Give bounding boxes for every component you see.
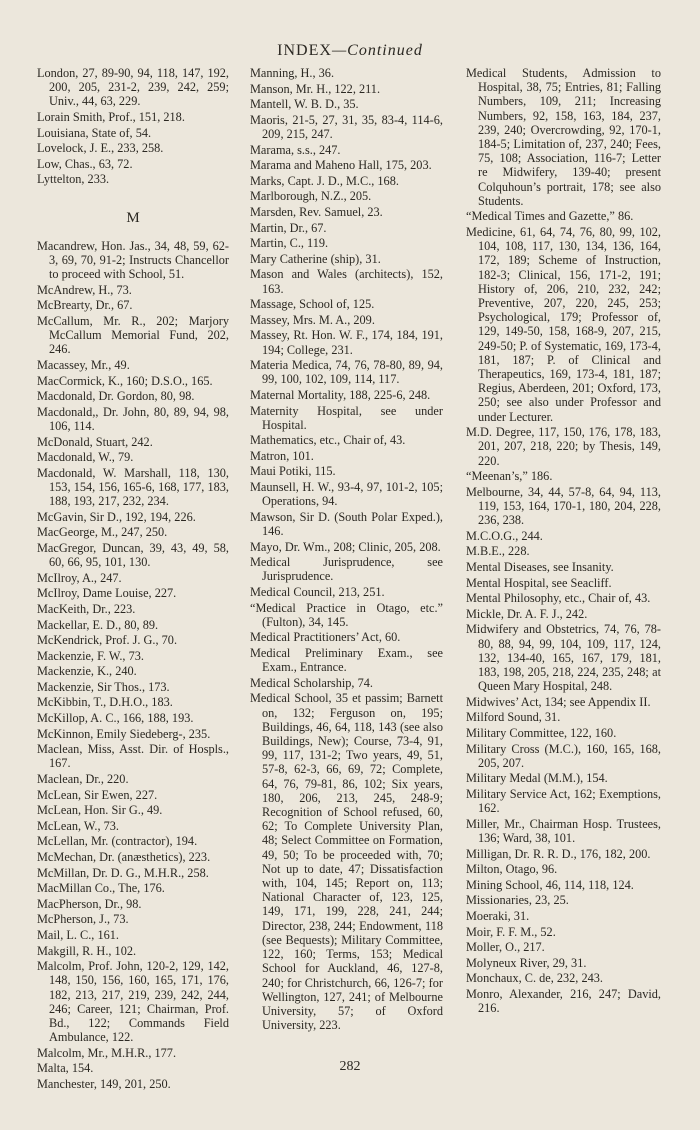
index-entry: Mail, L. C., 161. xyxy=(37,927,119,942)
section-letter: M xyxy=(126,209,140,226)
index-entry: Medicine, 61, 64, 74, 76, 80, 99, 102, 104, 108, 117, 130, 134, 136, 164, 172, 189; Scheme of Instruction, 182-3; Clinical, 156, 171-2, 191; History of, 206, 210, 232, 242; Preventive, 207, 220, 245, 253; Psychological, 179; Professor of, 129, 149-50, 158, 168-9, 207, 215, 249-50; P. of Systematic, 169, 173-4, 181, 187; P. of Clinical and Therapeutics, 169, 173-4, 181, 187; Regius, Aberdeen, 201; Oxford, 173, 250; see also under Professor and under Lecturer. xyxy=(466,225,661,424)
index-entry: Mary Catherine (ship), 31. xyxy=(250,251,381,266)
index-entry: Medical Jurisprudence, see Jurisprudence. xyxy=(250,555,443,584)
index-entry: M.B.E., 228. xyxy=(466,544,530,559)
page-number: 282 xyxy=(339,1059,361,1074)
index-column-1 xyxy=(37,66,229,1093)
index-entry: Massey, Mrs. M. A., 209. xyxy=(250,312,375,327)
index-entry: McKillop, A. C., 166, 188, 193. xyxy=(37,711,194,726)
header-subtitle: —Continued xyxy=(331,42,423,59)
index-entry: Matron, 101. xyxy=(250,448,314,463)
index-entry: Lovelock, J. E., 233, 258. xyxy=(37,141,164,156)
index-entry: Mackenzie, Sir Thos., 173. xyxy=(37,679,170,694)
index-entry: Maclean, Dr., 220. xyxy=(37,772,129,787)
index-entry: McGavin, Sir D., 192, 194, 226. xyxy=(37,509,196,524)
index-entry: Martin, Dr., 67. xyxy=(250,220,327,235)
index-entry: Mickle, Dr. A. F. J., 242. xyxy=(466,606,588,621)
index-entry: Macdonald, W., 79. xyxy=(37,450,134,465)
index-entry: Marama and Maheno Hall, 175, 203. xyxy=(250,158,432,173)
index-entry: Mental Philosophy, etc., Chair of, 43. xyxy=(466,591,651,606)
index-entry: Materia Medica, 74, 76, 78-80, 89, 94, 99, 100, 102, 109, 114, 117. xyxy=(250,358,443,387)
index-column-2 xyxy=(250,66,443,1034)
index-entry: McLean, Sir Ewen, 227. xyxy=(37,787,158,802)
index-entry: Marsden, Rev. Samuel, 23. xyxy=(250,204,383,219)
index-entry: Mantell, W. B. D., 35. xyxy=(250,97,359,112)
index-entry: Louisiana, State of, 54. xyxy=(37,125,152,140)
index-entry: Macandrew, Hon. Jas., 34, 48, 59, 62-3, 69, 70, 91-2; Instructs Chancellor to proceed with School, 51. xyxy=(37,238,229,282)
index-entry: Macdonald, W. Marshall, 118, 130, 153, 154, 156, 165-6, 168, 177, 183, 188, 193, 217, 232, 234. xyxy=(37,465,229,509)
index-entry: McLean, Hon. Sir G., 49. xyxy=(37,803,163,818)
index-entry: Mackellar, E. D., 80, 89. xyxy=(37,617,159,632)
index-entry: Macdonald,, Dr. John, 80, 89, 94, 98, 106, 114. xyxy=(37,404,229,433)
index-entry: Military Medal (M.M.), 154. xyxy=(466,771,608,786)
index-entry: “Meenan’s,” 186. xyxy=(466,469,553,484)
index-entry: Military Committee, 122, 160. xyxy=(466,726,617,740)
index-entry: Mawson, Sir D. (South Polar Exped.), 146. xyxy=(250,509,443,539)
index-entry: Marks, Capt. J. D., M.C., 168. xyxy=(250,173,399,188)
index-entry: McDonald, Stuart, 242. xyxy=(37,434,153,449)
header-title: INDEX xyxy=(277,42,332,59)
index-entry: Mackenzie, F. W., 73. xyxy=(37,648,144,663)
index-entry: McIlroy, A., 247. xyxy=(37,570,122,585)
index-entry: Mayo, Dr. Wm., 208; Clinic, 205, 208. xyxy=(250,539,441,554)
index-entry: Makgill, R. H., 102. xyxy=(37,943,137,958)
index-column-3 xyxy=(466,66,661,1017)
index-entry: Maunsell, H. W., 93-4, 97, 101-2, 105; Operations, 94. xyxy=(250,480,443,509)
index-entry: Maclean, Miss, Asst. Dir. of Hospls., 167. xyxy=(37,742,229,771)
index-entry: Lorain Smith, Prof., 151, 218. xyxy=(37,110,185,124)
index-entry: McBrearty, Dr., 67. xyxy=(37,298,133,313)
index-entry: Manchester, 149, 201, 250. xyxy=(37,1076,171,1091)
index-entry: MacMillan Co., The, 176. xyxy=(37,881,165,896)
index-entry: McKendrick, Prof. J. G., 70. xyxy=(37,633,178,648)
index-entry: Molyneux River, 29, 31. xyxy=(466,955,587,970)
index-entry: Mental Diseases, see Insanity. xyxy=(466,560,614,575)
index-entry: Martin, C., 119. xyxy=(250,236,329,251)
index-entry: Moir, F. F. M., 52. xyxy=(466,924,556,939)
index-entry: Malcolm, Prof. John, 120-2, 129, 142, 148, 150, 156, 160, 165, 171, 176, 182, 213, 217, 219, 239, 242, 244, 246; Career, 121; Chairman, Prof. Bd., 122; Commands Field Ambulance, 122. xyxy=(37,959,229,1045)
index-entry: MacGeorge, M., 247, 250. xyxy=(37,525,168,540)
index-entry: M.C.O.G., 244. xyxy=(466,528,543,543)
index-entry: Macdonald, Dr. Gordon, 80, 98. xyxy=(37,389,195,404)
index-entry: Moeraki, 31. xyxy=(466,908,530,923)
running-header xyxy=(0,42,700,60)
index-entry: McLellan, Mr. (contractor), 194. xyxy=(37,834,198,849)
index-entry: Maternity Hospital, see under Hospital. xyxy=(250,403,443,432)
index-entry: Medical Scholarship, 74. xyxy=(250,675,373,690)
index-entry: MacPherson, Dr., 98. xyxy=(37,896,142,911)
index-entry: Lyttelton, 233. xyxy=(37,172,110,187)
index-entry: Maui Potiki, 115. xyxy=(250,464,336,479)
index-entry: Melbourne, 34, 44, 57-8, 64, 94, 113, 119, 153, 164, 170-1, 180, 204, 228, 236, 238. xyxy=(466,484,661,528)
index-entry: Moller, O., 217. xyxy=(466,940,545,955)
index-entry: McKibbin, T., D.H.O., 183. xyxy=(37,695,173,710)
index-entry: McIlroy, Dame Louise, 227. xyxy=(37,586,177,601)
index-entry: Medical Preliminary Exam., see Exam., Entrance. xyxy=(250,646,443,675)
index-entry: McPherson, J., 73. xyxy=(37,912,129,927)
index-entry: MacGregor, Duncan, 39, 43, 49, 58, 60, 66, 95, 101, 130. xyxy=(37,540,229,570)
index-entry: Military Service Act, 162; Exemptions, 162. xyxy=(466,786,661,816)
index-entry: Milligan, Dr. R. R. D., 176, 182, 200. xyxy=(466,846,651,861)
index-entry: McMillan, Dr. D. G., M.H.R., 258. xyxy=(37,865,209,880)
index-entry: Monro, Alexander, 216, 247; David, 216. xyxy=(466,986,661,1016)
index-entry: Massey, Rt. Hon. W. F., 174, 184, 191, 194; College, 231. xyxy=(250,328,443,357)
index-entry: MacCormick, K., 160; D.S.O., 165. xyxy=(37,373,213,388)
index-entry: M.D. Degree, 117, 150, 176, 178, 183, 201, 207, 218, 220; by Thesis, 149, 220. xyxy=(466,425,661,468)
index-entry: Maoris, 21-5, 27, 31, 35, 83-4, 114-6, 209, 215, 247. xyxy=(250,112,443,141)
index-entry: Mathematics, etc., Chair of, 43. xyxy=(250,433,406,448)
index-entry: Midwives’ Act, 134; see Appendix II. xyxy=(466,694,651,709)
index-entry: Miller, Mr., Chairman Hosp. Trustees, 136; Ward, 38, 101. xyxy=(466,816,661,845)
index-entry: Manning, H., 36. xyxy=(250,66,335,80)
index-entry: McAndrew, H., 73. xyxy=(37,282,132,297)
index-entry: McCallum, Mr. R., 202; Marjory McCallum Memorial Fund, 202, 246. xyxy=(37,313,229,357)
index-entry: “Medical Times and Gazette,” 86. xyxy=(466,209,634,224)
index-entry: Malcolm, Mr., M.H.R., 177. xyxy=(37,1045,177,1060)
index-entry: Monchaux, C. de, 232, 243. xyxy=(466,971,603,986)
index-entry: Maternal Mortality, 188, 225-6, 248. xyxy=(250,387,431,402)
index-entry: Missionaries, 23, 25. xyxy=(466,893,569,908)
index-entry: Milton, Otago, 96. xyxy=(466,862,558,877)
index-entry: Malta, 154. xyxy=(37,1061,94,1076)
index-entry: Macassey, Mr., 49. xyxy=(37,357,130,372)
index-entry: Milford Sound, 31. xyxy=(466,710,561,725)
index-entry: “Medical Practice in Otago, etc.” (Fulton), 34, 145. xyxy=(250,600,443,629)
index-entry: Mason and Wales (architects), 152, 163. xyxy=(250,267,443,296)
index-entry: Medical Council, 213, 251. xyxy=(250,585,385,600)
index-entry: MacKeith, Dr., 223. xyxy=(37,601,136,616)
index-entry: McMechan, Dr. (anæsthetics), 223. xyxy=(37,850,211,865)
index-entry: Low, Chas., 63, 72. xyxy=(37,156,133,171)
index-entry: Marlborough, N.Z., 205. xyxy=(250,189,372,204)
index-entry: London, 27, 89-90, 94, 118, 147, 192, 200, 205, 231-2, 239, 242, 259; Univ., 44, 63, 229. xyxy=(37,66,229,109)
index-entry: McKinnon, Emily Siedeberg-, 235. xyxy=(37,726,211,741)
index-entry: Mackenzie, K., 240. xyxy=(37,664,137,679)
index-entry: Mental Hospital, see Seacliff. xyxy=(466,575,612,590)
index-entry: Midwifery and Obstetrics, 74, 76, 78-80, 88, 94, 99, 104, 109, 117, 124, 132, 134-40, 165, 167, 179, 181, 183, 198, 205, 218, 224, 235, 248; at Queen Mary Hospital, 248. xyxy=(466,622,661,694)
index-entry: Medical School, 35 et passim; Barnett on, 132; Ferguson on, 195; Buildings, 46, 64, 118, 143 (see also Buildings, New); Course, 73-4, 91, 99, 117, 131-2; Two years, 49, 51, 57-8, 62-3, 66, 69, 72; Complete, 64, 76, 79-81, 86, 102; Six years, 180, 206, 213, 245, 248-9; Recognition of School refused, 60, 62; To Complete University Plan, 48; Select Committee on Formation, 49, 50; To be proceeded with, 70; Not up to date, 47; Dissatisfaction with, 104, 145; Report on, 113; National Character of, 123, 125, 149, 171, 199, 228, 241, 244; Director, 238, 244; Endowment, 118 (see Bequests); Military Committee, 122, 160; Terms, 153; Medical School for Auckland, 46, 127-8, 240; for Christchurch, 66, 126-7; for Wellington, 127, 241; of Melbourne University, 57; of Oxford University, 223. xyxy=(250,691,443,1033)
index-entry: Manson, Mr. H., 122, 211. xyxy=(250,81,381,96)
index-entry: Mining School, 46, 114, 118, 124. xyxy=(466,877,634,892)
index-entry: McLean, W., 73. xyxy=(37,818,119,833)
index-entry: Medical Practitioners’ Act, 60. xyxy=(250,630,401,645)
index-entry: Marama, s.s., 247. xyxy=(250,142,341,157)
index-entry: Medical Students, Admission to Hospital, 38, 75; Entries, 81; Falling Numbers, 109, 211; Increasing Numbers, 92, 158, 163, 184, 237, 239, 240; Overcrowding, 92, 170-1, 184-5; Limitation of, 237, 240; Fees, 75, 108; Association, 116-7; Letter re Midwifery, 139-40; present Colquhoun’s portrait, 178; see also Students. xyxy=(466,66,661,208)
index-entry: Massage, School of, 125. xyxy=(250,297,375,312)
index-entry: Military Cross (M.C.), 160, 165, 168, 205, 207. xyxy=(466,741,661,770)
